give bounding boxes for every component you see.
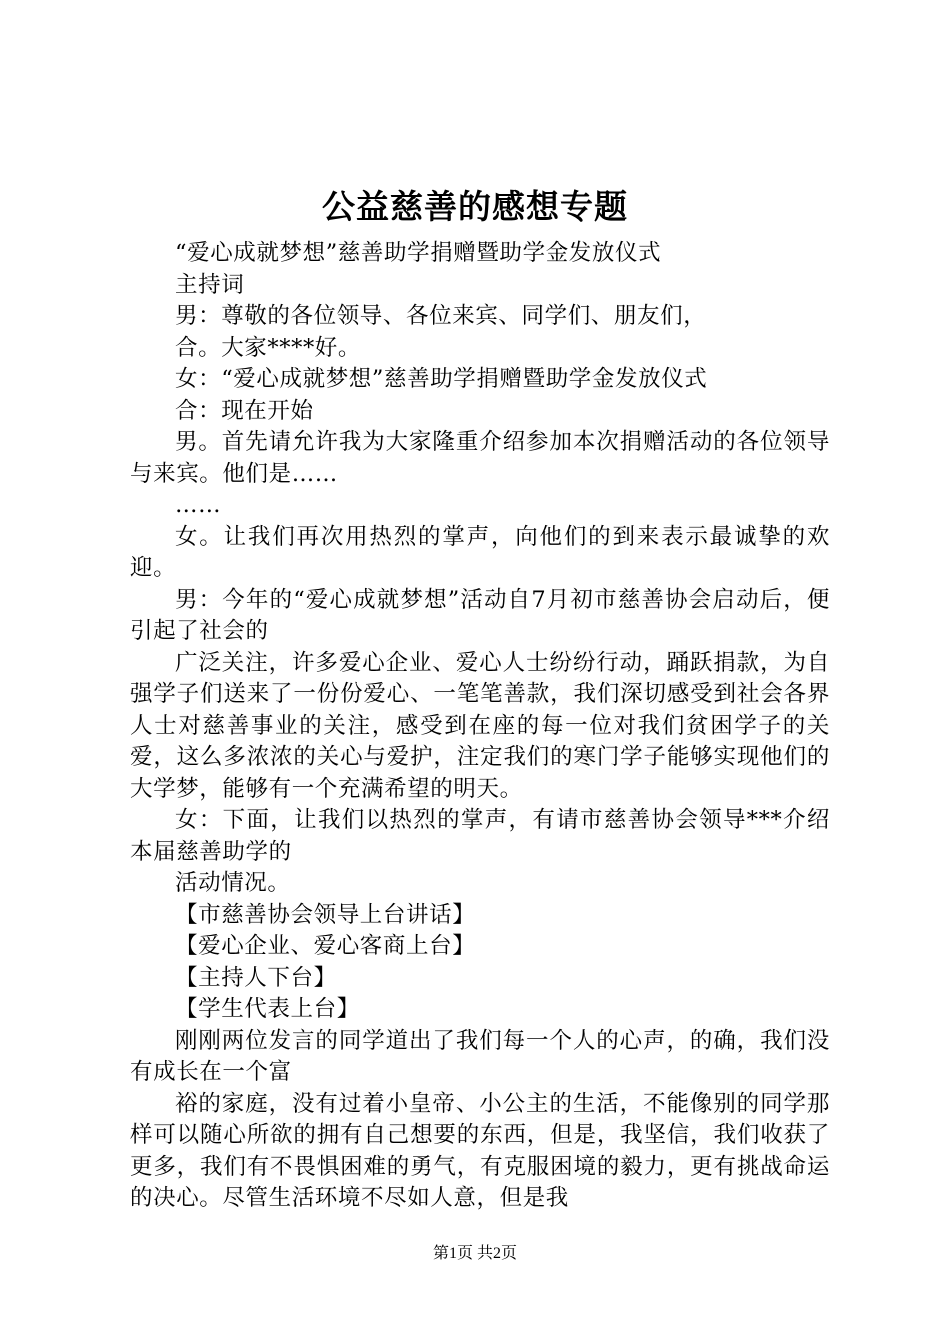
paragraph: 【学生代表上台】 [175, 996, 360, 1022]
paragraph: 广泛关注，许多爱心企业、爱心人士纷纷行动，踊跃捐款，为自强学子们送来了一份份爱心、一笔笔善款，我们深切感受到社会各界人士对慈善事业的关注，感受到在座的每一位对我们贫困学子的关爱，这么多浓浓的关心与爱护，注定我们的寒门学子能够实现他们的大学梦，能够有一个充满希望的明天。 [130, 649, 830, 802]
paragraph: 男。首先请允许我为大家隆重介绍参加本次捐赠活动的各位领导与来宾。他们是…… [130, 429, 830, 487]
paragraph: 刚刚两位发言的同学道出了我们每一个人的心声，的确，我们没有成长在一个富 [130, 1027, 830, 1085]
paragraph: 主持词 [175, 271, 245, 298]
paragraph: …… [175, 492, 222, 518]
paragraph: 男：尊敬的各位领导、各位来宾、同学们、朋友们， [175, 303, 707, 329]
paragraph: 活动情况。 [175, 870, 291, 896]
page-number-footer: 第1页 共2页 [432, 1245, 517, 1262]
page-title: 公益慈善的感想专题 [322, 187, 628, 226]
paragraph: 女。让我们再次用热烈的掌声，向他们的到来表示最诚挚的欢迎。 [130, 523, 830, 581]
paragraph: 【市慈善协会领导上台讲话】 [175, 901, 476, 928]
paragraph: 合：现在开始 [175, 397, 314, 424]
document-body [130, 238, 830, 1215]
paragraph: “爱心成就梦想”慈善助学捐赠暨助学金发放仪式 [175, 240, 662, 266]
paragraph: 裕的家庭，没有过着小皇帝、小公主的生活，不能像别的同学那样可以随心所欲的拥有自己想要的东西，但是，我坚信，我们收获了更多，我们有不畏惧困难的勇气，有克服困境的毅力，更有挑战命运的决心。尽管生活环境不尽如人意，但是我 [130, 1090, 830, 1211]
paragraph: 女：“爱心成就梦想”慈善助学捐赠暨助学金发放仪式 [175, 366, 708, 392]
paragraph: 【主持人下台】 [175, 964, 337, 991]
paragraph: 合。大家****好。 [175, 334, 362, 361]
paragraph: 女：下面，让我们以热烈的掌声，有请市慈善协会领导***介绍本届慈善助学的 [130, 807, 830, 865]
paragraph: 男：今年的“爱心成就梦想”活动自7月初市慈善协会启动后，便引起了社会的 [130, 586, 830, 644]
paragraph: 【爱心企业、爱心客商上台】 [175, 933, 476, 959]
